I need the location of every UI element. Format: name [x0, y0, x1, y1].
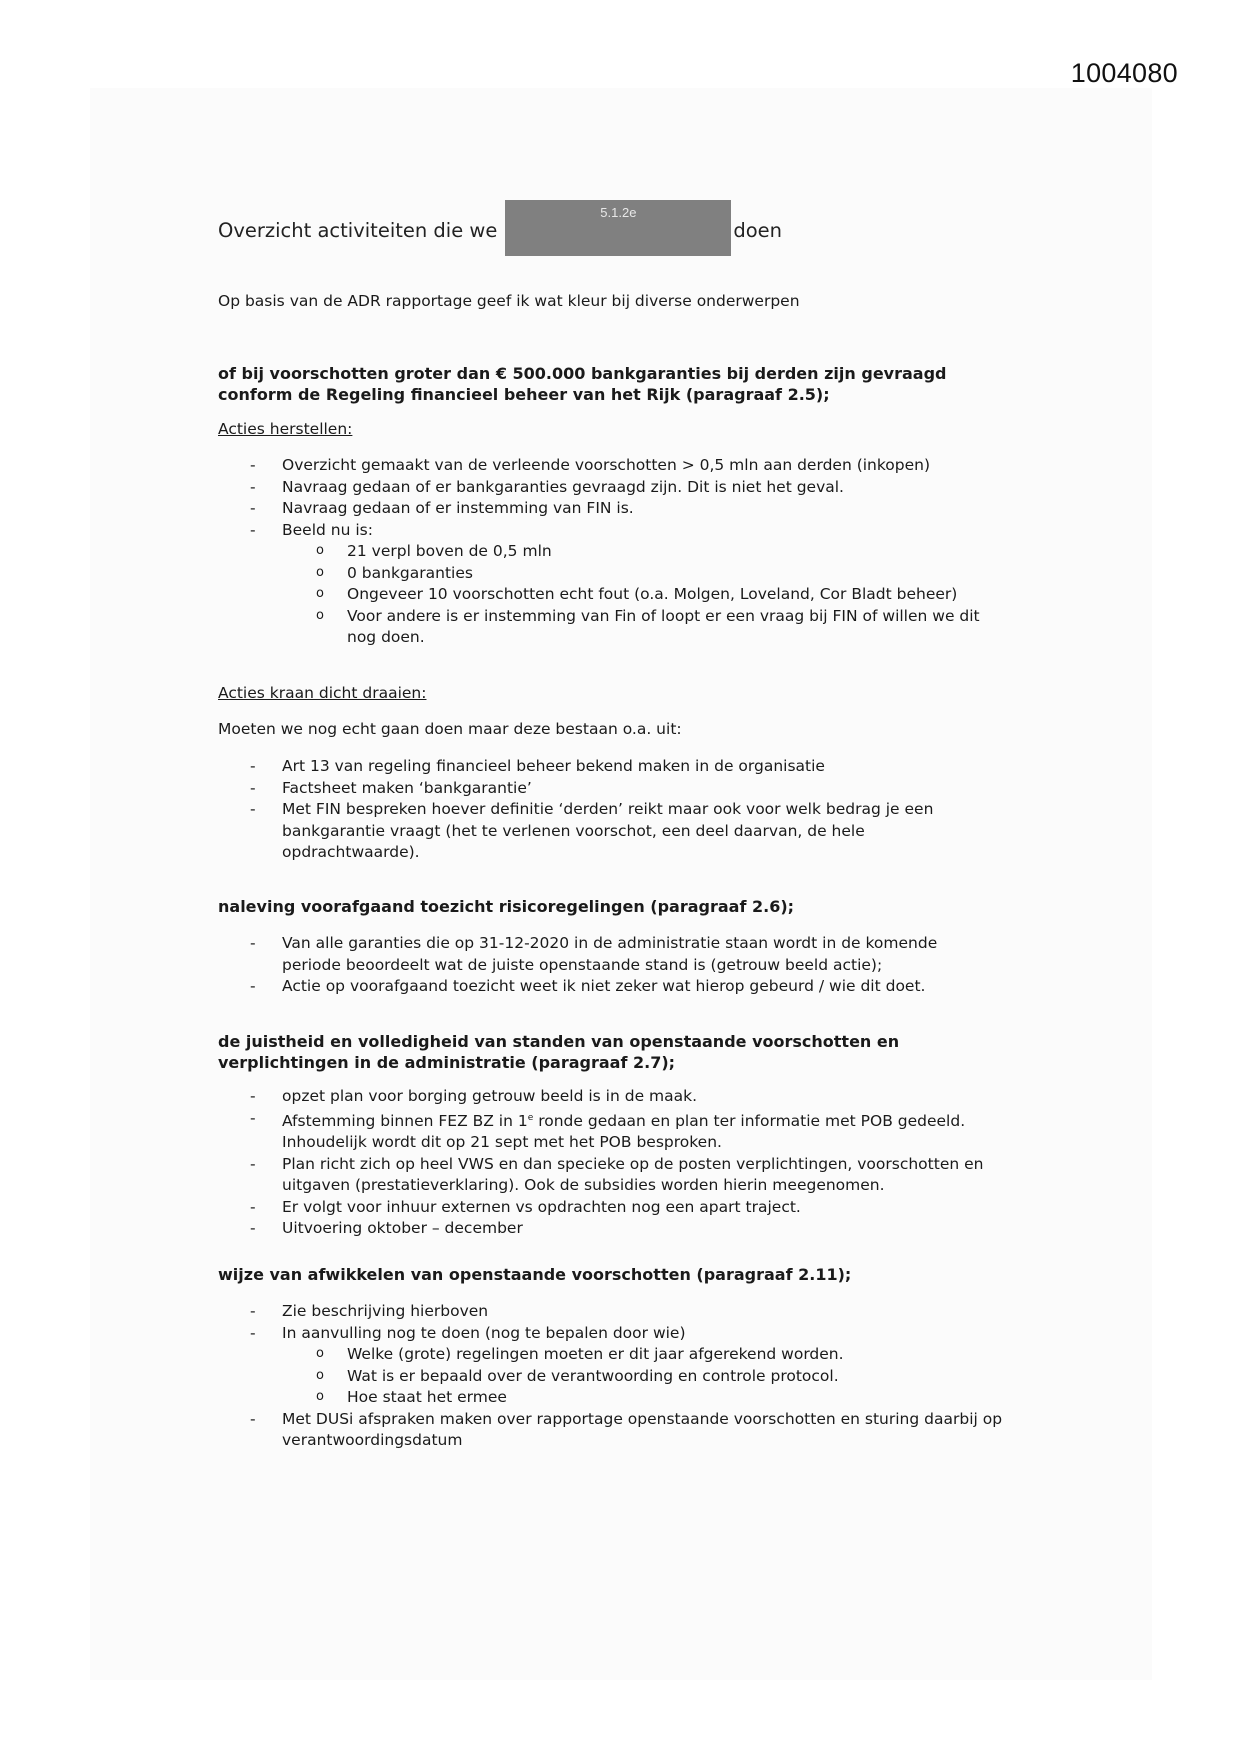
list-item-text: ronde gedaan en plan ter informatie met POB gedeeld. Inhoudelijk wordt dit op 21 sept met het POB besproken. — [282, 1111, 966, 1152]
section1-heading-line1: of bij voorschotten groter dan € 500.000 bankgaranties bij derden zijn gevraagd — [218, 364, 947, 383]
title-after: doen — [733, 218, 783, 242]
list-item: - Plan richt zich op heel VWS en dan specieke op de posten verplichtingen, voorschotten en uitgaven (prestatieverklaring). Ook de subsidies worden hierin meegenomen. — [218, 1154, 1018, 1197]
list-item: - Overzicht gemaakt van de verleende voorschotten > 0,5 mln aan derden (inkopen) — [218, 455, 1018, 477]
list-item: - Van alle garanties die op 31-12-2020 in de administratie staan wordt in de komende periode beoordeelt wat de juiste openstaande stand is (getrouw beeld actie); — [218, 933, 1018, 976]
section1-sub2-list — [218, 756, 1018, 864]
sub-list-item: o Wat is er bepaald over de verantwoording en controle protocol. — [218, 1366, 1018, 1388]
redaction-box — [505, 200, 731, 256]
list-item: - Beeld nu is: — [218, 520, 1018, 542]
section3-heading — [218, 1031, 1018, 1073]
sub-list-item: o Ongeveer 10 voorschotten echt fout (o.a. Molgen, Loveland, Cor Bladt beheer) — [218, 584, 1018, 606]
section1-heading — [218, 363, 1018, 405]
document-number: 1004080 — [1070, 58, 1178, 88]
list-item: - Uitvoering oktober – december — [218, 1218, 1018, 1240]
section3-heading-line2: verplichtingen in de administratie (paragraaf 2.7); — [218, 1053, 676, 1072]
list-item — [218, 1108, 1018, 1154]
list-item: - Navraag gedaan of er instemming van FIN is. — [218, 498, 1018, 520]
section2-heading: naleving voorafgaand toezicht risicoregelingen (paragraaf 2.6); — [218, 897, 795, 916]
list-item: - Er volgt voor inhuur externen vs opdrachten nog een apart traject. — [218, 1197, 1018, 1219]
list-item: - Art 13 van regeling financieel beheer bekend maken in de organisatie — [218, 756, 1018, 778]
section2-list — [218, 933, 1018, 998]
ordinal-superscript: e — [527, 1112, 534, 1123]
section1-sub2-intro: Moeten we nog echt gaan doen maar deze bestaan o.a. uit: — [218, 720, 682, 738]
section1-sub1-title: Acties herstellen: — [218, 420, 353, 438]
list-item: - Met FIN bespreken hoever definitie ‘derden’ reikt maar ook voor welk bedrag je een bankgarantie vraagt (het te verlenen voorschot, een deel daarvan, de hele opdrachtwaarde). — [218, 799, 1018, 864]
redaction-label: 5.1.2e — [600, 205, 637, 220]
sub-list-item: o Voor andere is er instemming van Fin of loopt er een vraag bij FIN of willen we dit nog doen. — [218, 606, 1018, 649]
section4-heading: wijze van afwikkelen van openstaande voorschotten (paragraaf 2.11); — [218, 1265, 852, 1284]
list-item: - Actie op voorafgaand toezicht weet ik niet zeker wat hierop gebeurd / wie dit doet. — [218, 976, 1018, 998]
list-item-text: Afstemming binnen FEZ BZ in 1 — [282, 1111, 528, 1130]
sub-list-item: o Hoe staat het ermee — [218, 1387, 1018, 1409]
list-item: - Navraag gedaan of er bankgaranties gevraagd zijn. Dit is niet het geval. — [218, 477, 1018, 499]
section4-list — [218, 1301, 1018, 1452]
section3-list — [218, 1086, 1018, 1240]
title-before: Overzicht activiteiten die we — [218, 218, 498, 242]
sub-list-item: o Welke (grote) regelingen moeten er dit jaar afgerekend worden. — [218, 1344, 1018, 1366]
page-title — [218, 202, 782, 258]
section1-sub1-list — [218, 455, 1018, 649]
section1-heading-line2: conform de Regeling financieel beheer van het Rijk (paragraaf 2.5); — [218, 385, 830, 404]
intro-text: Op basis van de ADR rapportage geef ik wat kleur bij diverse onderwerpen — [218, 292, 800, 310]
sub-list-item: o 0 bankgaranties — [218, 563, 1018, 585]
section3-heading-line1: de juistheid en volledigheid van standen van openstaande voorschotten en — [218, 1032, 900, 1051]
section1-sub2-title: Acties kraan dicht draaien: — [218, 684, 427, 702]
list-item: - Zie beschrijving hierboven — [218, 1301, 1018, 1323]
sub-list-item: o 21 verpl boven de 0,5 mln — [218, 541, 1018, 563]
list-item: - Factsheet maken ‘bankgarantie’ — [218, 778, 1018, 800]
list-item: - opzet plan voor borging getrouw beeld is in de maak. — [218, 1086, 1018, 1108]
list-item: - In aanvulling nog te doen (nog te bepalen door wie) — [218, 1323, 1018, 1345]
list-item: - Met DUSi afspraken maken over rapportage openstaande voorschotten en sturing daarbij op verantwoordingsdatum — [218, 1409, 1018, 1452]
